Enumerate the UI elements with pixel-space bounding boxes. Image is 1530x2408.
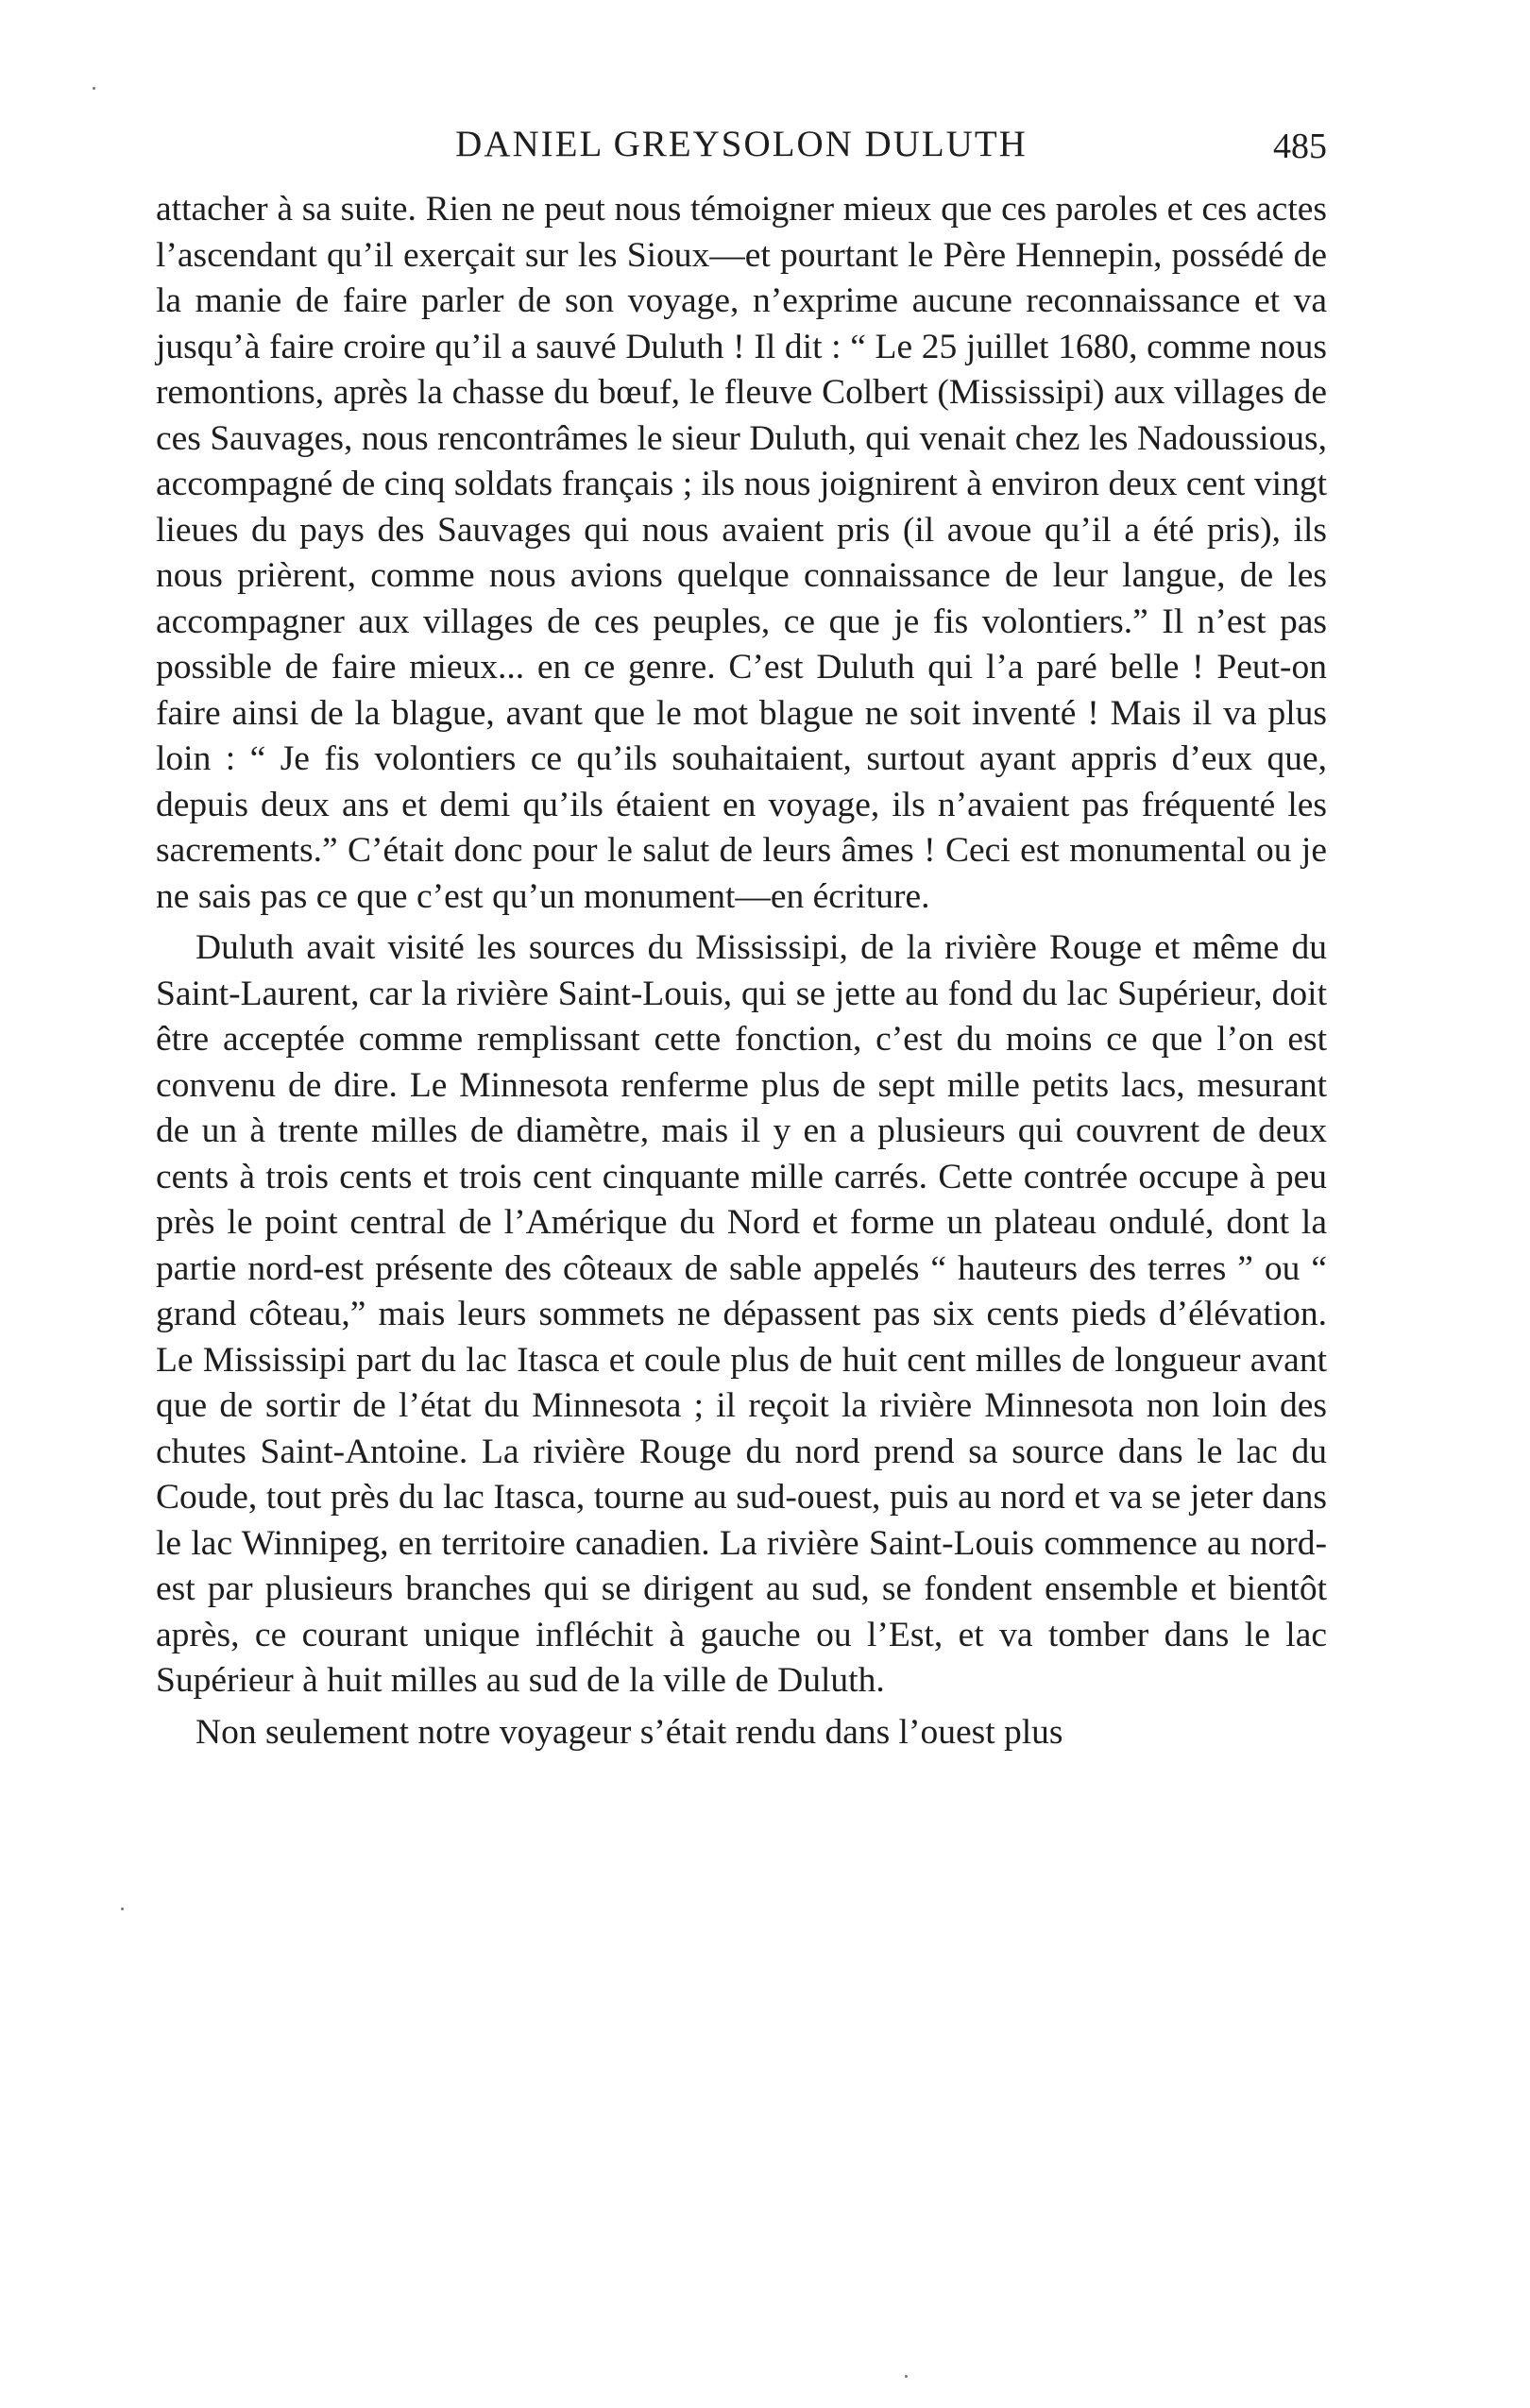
paragraph-final: Non seulement notre voyageur s’était rendu dans l’ouest plus xyxy=(196,1712,1063,1752)
page-number: 485 xyxy=(1273,127,1327,166)
body-text xyxy=(156,187,1327,1755)
running-head xyxy=(156,121,1327,187)
paragraph-geography: Duluth avait visité les sources du Mississipi, de la rivière Rouge et même du Saint-Laurent, car la rivière Saint-Louis, qui se jette au fond du lac Supérieur, doit être acceptée comme remplissant cette fonction, c’est du moins ce que l’on est convenu de dire. Le Minnesota renferme plus de sept mille petits lacs, mesurant de un à trente milles de diamètre, mais il y en a plusieurs qui couvrent de deux cents à trois cents et trois cent cinquante mille carrés. Cette contrée occupe à peu près le point central de l’Amérique du Nord et forme un plateau ondulé, dont la partie nord-est présente des côteaux de sable appelés “ hauteurs des terres ” ou “ grand côteau,” mais leurs sommets ne dépassent pas six cents pieds d’élévation. Le Mississipi part du lac Itasca et coule plus de huit cent milles de longueur avant que de sortir de l’état du Minnesota ; il reçoit la rivière Minnesota non loin des chutes Saint-Antoine. La rivière Rouge du nord prend sa source dans le lac du Coude, tout près du lac Itasca, tourne au sud-ouest, puis au nord et va se jeter dans le lac Winnipeg, en territoire canadien. La rivière Saint-Louis commence au nord-est par plusieurs branches qui se dirigent au sud, se fondent ensemble et bientôt après, ce courant unique infléchit à gauche ou l’Est, et va tomber dans le lac Supérieur à huit milles au sud de la ville de Duluth. xyxy=(156,928,1327,1700)
scan-speck xyxy=(121,1908,124,1910)
scan-speck xyxy=(93,87,95,90)
book-page xyxy=(156,121,1327,1755)
running-title: DANIEL GREYSOLON DULUTH xyxy=(455,124,1028,164)
scan-speck xyxy=(905,2375,908,2378)
paragraph-continued: attacher à sa suite. Rien ne peut nous témoigner mieux que ces paroles et ces actes l’ascendant qu’il exerçait sur les Sioux—et pourtant le Père Hennepin, possédé de la manie de faire parler de son voyage, n’exprime aucune reconnaissance et va jusqu’à faire croire qu’il a sauvé Duluth ! Il dit : “ Le 25 juillet 1680, comme nous remontions, après la chasse du bœuf, le fleuve Colbert (Mississipi) aux villages de ces Sauvages, nous rencontrâmes le sieur Duluth, qui venait chez les Nadoussious, accompagné de cinq soldats français ; ils nous joignirent à environ deux cent vingt lieues du pays des Sauvages qui nous avaient pris (il avoue qu’il a été pris), ils nous prièrent, comme nous avions quelque connaissance de leur langue, de les accompagner aux villages de ces peuples, ce que je fis volontiers.” Il n’est pas possible de faire mieux... en ce genre. C’est Duluth qui l’a paré belle ! Peut-on faire ainsi de la blague, avant que le mot blague ne soit inventé ! Mais il va plus loin : “ Je fis volontiers ce qu’ils souhaitaient, surtout ayant appris d’eux que, depuis deux ans et demi qu’ils étaient en voyage, ils n’avaient pas fréquenté les sacrements.” C’était donc pour le salut de leurs âmes ! Ceci est monumental ou je ne sais pas ce que c’est qu’un monument—en écriture. xyxy=(156,190,1327,916)
